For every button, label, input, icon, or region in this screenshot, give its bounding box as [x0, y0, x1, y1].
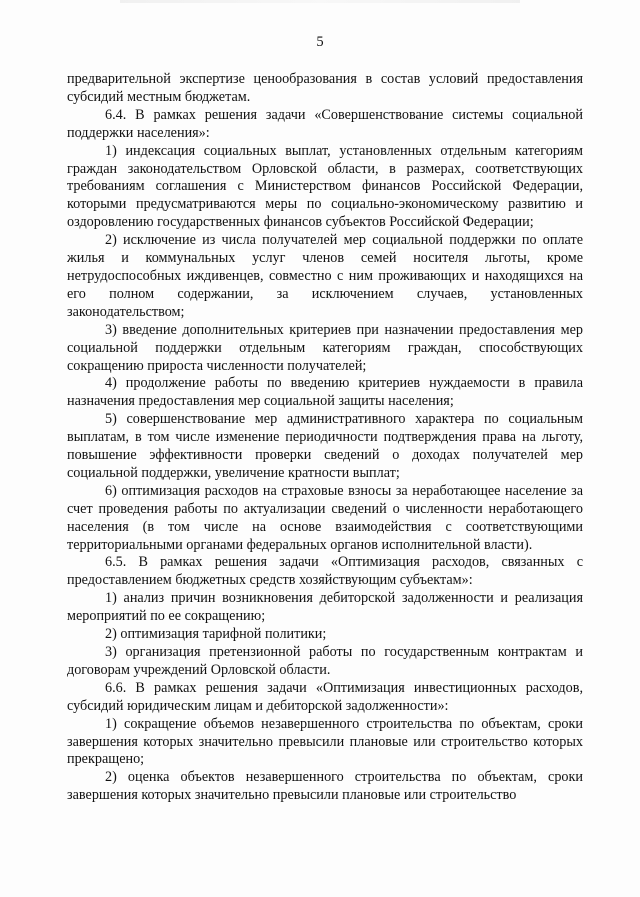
page-number: 5 — [316, 34, 324, 50]
list-item-6-5-3: 3) организация претензионной работы по государственным контрактам и договорам учреждений Орловской области. — [67, 644, 583, 678]
paragraph-section-6-4: 6.4. В рамках решения задачи «Совершенствование системы социальной поддержки населения»: — [67, 106, 583, 141]
list-item-6-4-6: 6) оптимизация расходов на страховые взносы за неработающее население за счет проведения работы по актуализации сведений о численности неработающего населения (в том числе на основе взаимодействия с соответствующими территориальными органами федеральных органов исполнительной власти). — [67, 482, 583, 553]
document-body — [67, 71, 583, 805]
paragraph-section-6-6: 6.6. В рамках решения задачи «Оптимизация инвестиционных расходов, субсидий юридическим лицам и дебиторской задолженности»: — [67, 679, 583, 714]
list-item-6-4-5: 5) совершенствование мер административного характера по социальным выплатам, в том числе изменение периодичности подтверждения права на льготу, повышение эффективности проверки сведений о доходах получателей мер социальной поддержки, увеличение кратности выплат; — [67, 411, 583, 481]
paragraph-continuation: предварительной экспертизе ценообразования в состав условий предоставления субсидий местным бюджетам. — [67, 71, 583, 105]
paragraph-section-6-5: 6.5. В рамках решения задачи «Оптимизация расходов, связанных с предоставлением бюджетных средств хозяйствующим субъектам»: — [67, 554, 583, 589]
list-item-6-4-4: 4) продолжение работы по введению критериев нуждаемости в правила назначения предоставления мер социальной защиты населения; — [67, 375, 583, 410]
list-item-6-6-1: 1) сокращение объемов незавершенного строительства по объектам, сроки завершения которых значительно превысили плановые или строительство которых прекращено; — [67, 715, 583, 768]
list-item-6-4-2: 2) исключение из числа получателей мер социальной поддержки по оплате жилья и коммунальных услуг членов семей носителя льготы, кроме нетрудоспособных иждивенцев, совместно с ним проживающих и находящихся на его полном содержании, за исключением случаев, установленных законодательством; — [67, 232, 583, 320]
scan-artifact — [120, 0, 520, 3]
list-item-6-5-2: 2) оптимизация тарифной политики; — [105, 626, 327, 643]
list-item-6-6-2: 2) оценка объектов незавершенного строительства по объектам, сроки завершения которых значительно превысили плановые или строительство — [67, 769, 583, 804]
list-item-6-4-3: 3) введение дополнительных критериев при назначении предоставления мер социальной поддержки отдельным категориям граждан, способствующих сокращению прироста численности получателей; — [67, 321, 583, 374]
list-item-6-4-1: 1) индексация социальных выплат, установленных отдельным категориям граждан законодательством Орловской области, в размерах, соответствующих требованиям соглашения с Министерством финансов Российской Федерации, которыми предусматриваются меры по социально-экономическому развитию и оздоровлению государственных финансов субъектов Российской Федерации; — [67, 142, 583, 231]
list-item-6-5-1: 1) анализ причин возникновения дебиторской задолженности и реализация мероприятий по ее сокращению; — [67, 590, 583, 625]
